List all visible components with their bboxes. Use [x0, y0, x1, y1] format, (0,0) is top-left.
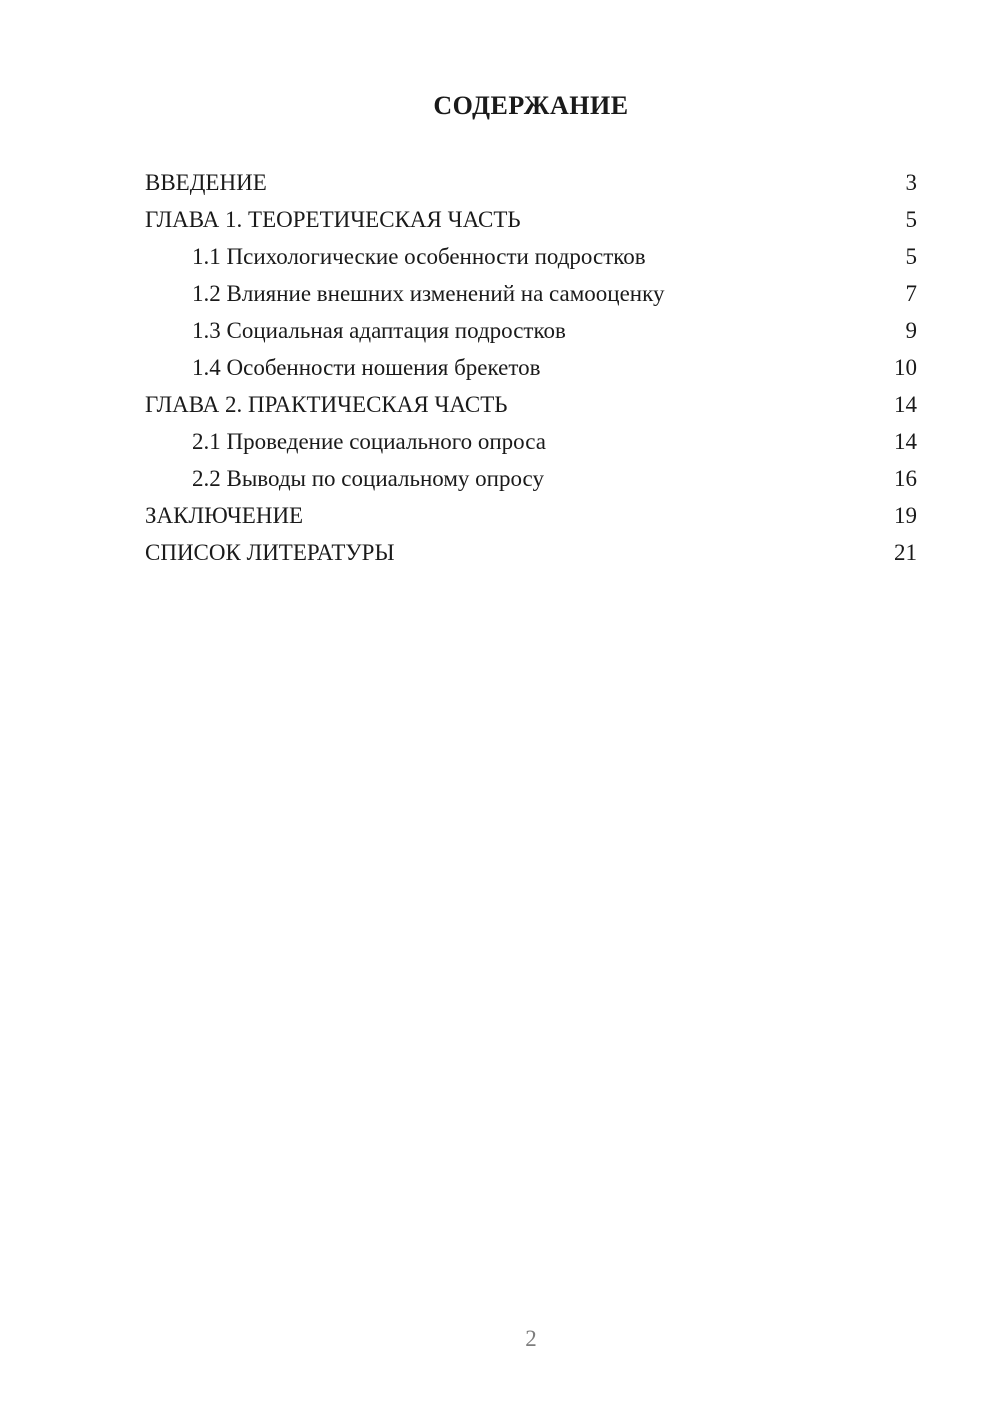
toc-entry-page-number: 21 [894, 540, 917, 565]
toc-entry-page-number: 7 [905, 281, 917, 306]
toc-entry [145, 275, 917, 312]
toc-entry-page-number: 19 [894, 503, 917, 528]
toc-entry-page-number: 14 [894, 429, 917, 454]
toc-entry-page-number: 14 [894, 392, 917, 417]
toc-entry-page-number: 5 [905, 244, 917, 269]
toc-entry-label: 1.1 Психологические особенности подростков [192, 244, 646, 269]
toc-entry [145, 164, 917, 201]
toc-entry-label: ГЛАВА 2. ПРАКТИЧЕСКАЯ ЧАСТЬ [145, 392, 508, 417]
toc-entry-page-number: 5 [905, 207, 917, 232]
toc-entry-label: ВВЕДЕНИЕ [145, 170, 267, 195]
toc-entry-label: СПИСОК ЛИТЕРАТУРЫ [145, 540, 395, 565]
page-title: СОДЕРЖАНИЕ [433, 91, 629, 120]
toc-entry-page-number: 16 [894, 466, 917, 491]
toc-entry-page-number: 3 [905, 170, 917, 195]
toc-entry-page-number: 10 [894, 355, 917, 380]
toc-list [145, 164, 917, 571]
toc-entry [145, 386, 917, 423]
toc-entry [145, 201, 917, 238]
toc-entry-label: ЗАКЛЮЧЕНИЕ [145, 503, 304, 528]
toc-entry [145, 497, 917, 534]
toc-entry [145, 238, 917, 275]
toc-entry-label: 1.3 Социальная адаптация подростков [192, 318, 566, 343]
toc-entry-label: 2.2 Выводы по социальному опросу [192, 466, 544, 491]
toc-entry [145, 349, 917, 386]
toc-entry [145, 312, 917, 349]
toc-entry-label: 2.1 Проведение социального опроса [192, 429, 546, 454]
footer-page-number: 2 [525, 1326, 537, 1351]
toc-entry [145, 460, 917, 497]
toc-entry-label: ГЛАВА 1. ТЕОРЕТИЧЕСКАЯ ЧАСТЬ [145, 207, 521, 232]
toc-entry-label: 1.4 Особенности ношения брекетов [192, 355, 541, 380]
toc-entry-label: 1.2 Влияние внешних изменений на самооценку [192, 281, 665, 306]
toc-entry-page-number: 9 [905, 318, 917, 343]
toc-entry [145, 423, 917, 460]
toc-entry [145, 534, 917, 571]
